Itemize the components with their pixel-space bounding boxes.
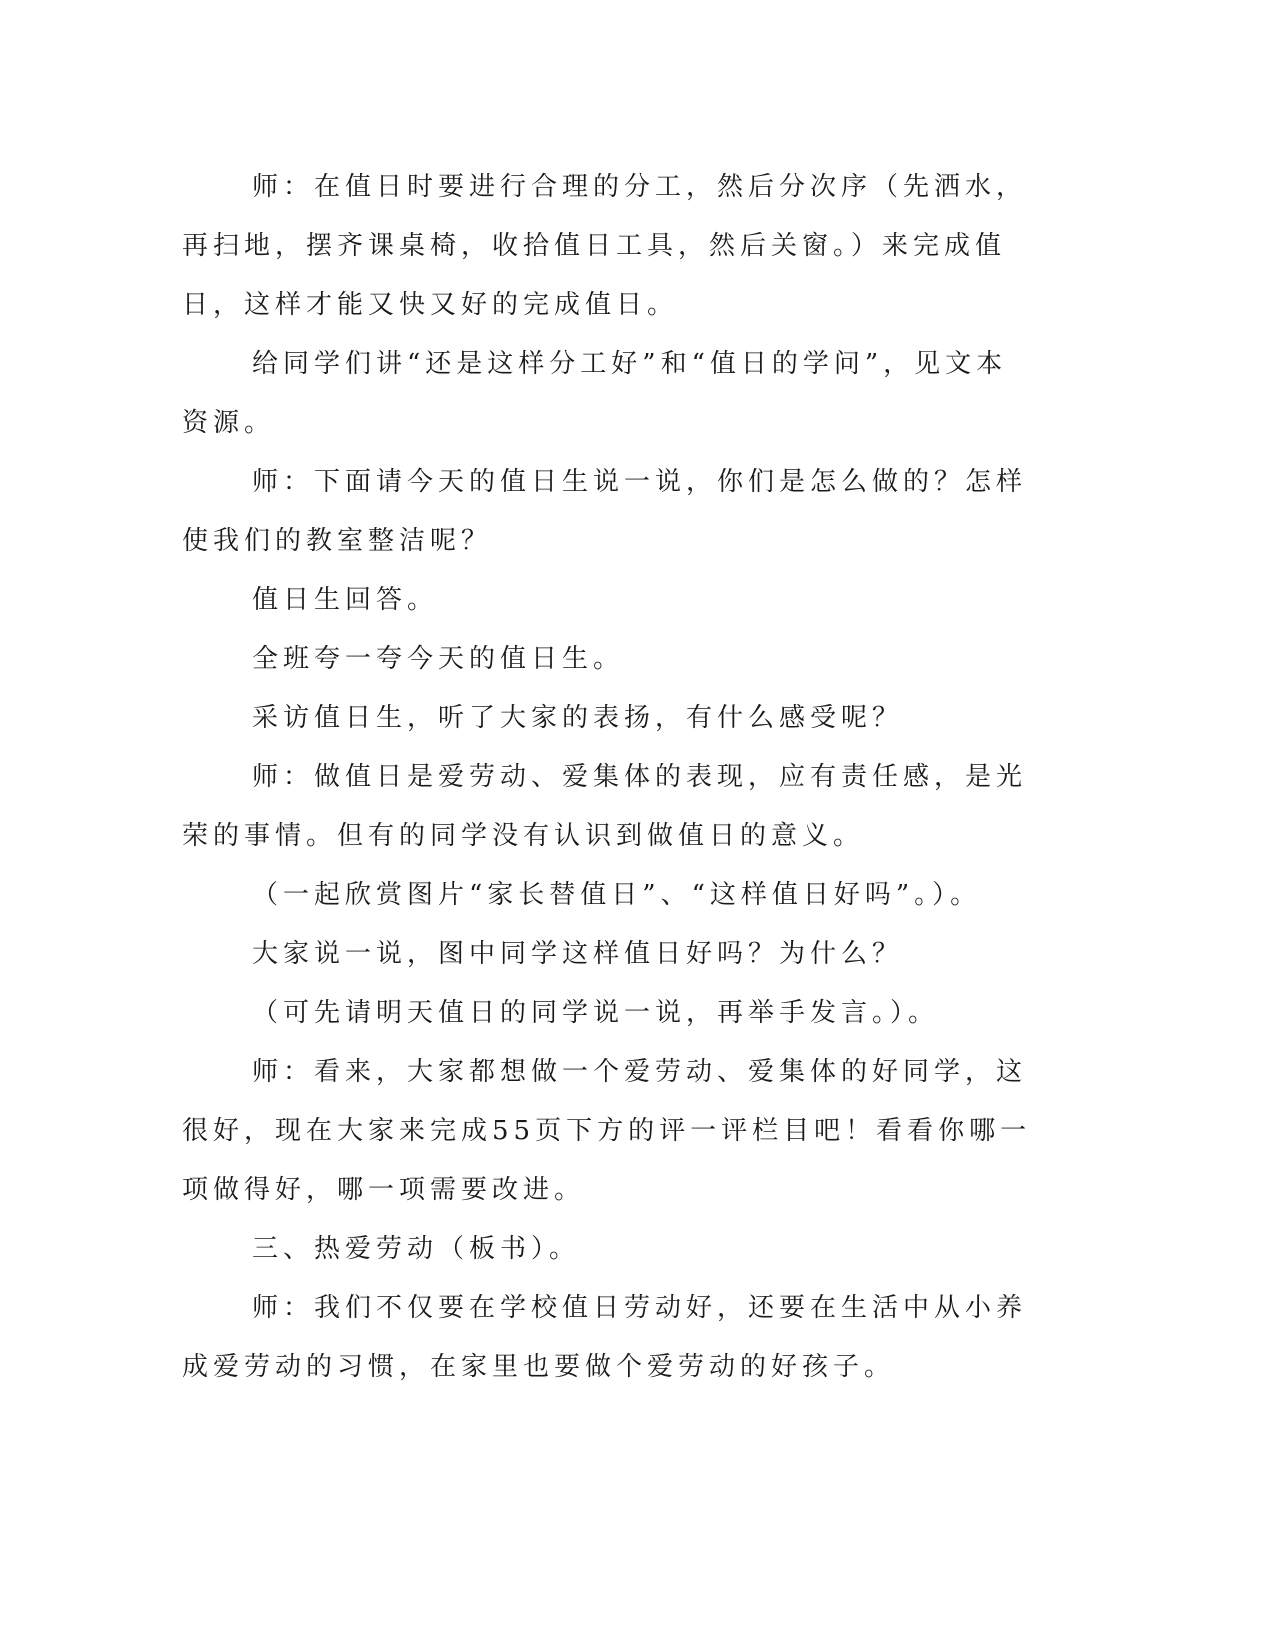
paragraph-duty-answer: 值日生回答。	[252, 585, 439, 615]
paragraph-speak-first: （可先请明天值日的同学说一说，再举手发言。）。	[252, 998, 940, 1028]
paragraph-home-labor: 师：我们不仅要在学校值日劳动好，还要在生活中从小养成爱劳动的习惯，在家里也要做个爱劳动的好孩子。	[182, 1293, 1028, 1382]
body-text	[182, 158, 1032, 1397]
paragraph-meaning: 师：做值日是爱劳动、爱集体的表现，应有责任感，是光荣的事情。但有的同学没有认识到做值日的意义。	[182, 762, 1028, 851]
paragraph-ask-duty-students: 师：下面请今天的值日生说一说，你们是怎么做的？怎样使我们的教室整洁呢？	[182, 467, 1028, 556]
paragraph-praise: 全班夸一夸今天的值日生。	[252, 644, 625, 674]
paragraph-division-of-labor: 师：在值日时要进行合理的分工，然后分次序（先洒水，再扫地，摆齐课桌椅，收拾值日工具，然后关窗。）来完成值日，这样才能又快又好的完成值日。	[182, 172, 1028, 320]
paragraph-pictures: （一起欣赏图片“家长替值日”、“这样值日好吗”。）。	[252, 880, 982, 910]
section-heading-love-labor: 三、热爱劳动（板书）。	[252, 1234, 581, 1264]
paragraph-stories: 给同学们讲“还是这样分工好”和“值日的学问”，见文本资源。	[182, 349, 1008, 438]
paragraph-interview: 采访值日生，听了大家的表扬，有什么感受呢？	[252, 703, 904, 733]
paragraph-evaluate: 师：看来，大家都想做一个爱劳动、爱集体的好同学，这很好，现在大家来完成55页下方的评一评栏目吧！看看你哪一项做得好，哪一项需要改进。	[182, 1057, 1032, 1205]
paragraph-discuss: 大家说一说，图中同学这样值日好吗？为什么？	[252, 939, 904, 969]
